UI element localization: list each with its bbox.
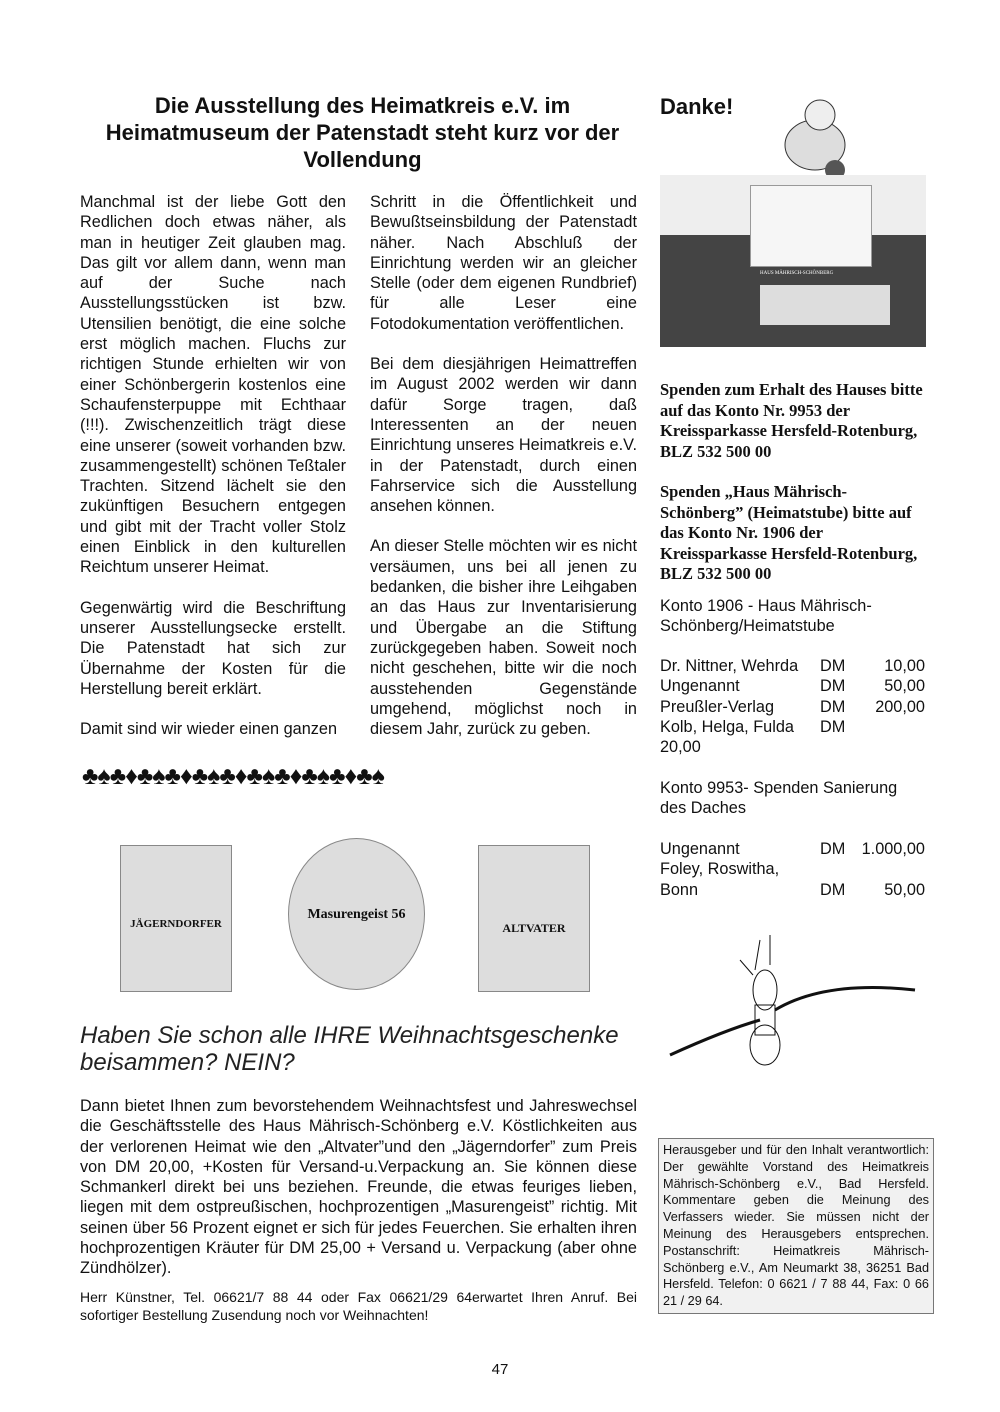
amount: 10,00 <box>884 657 925 675</box>
ad-title: Haben Sie schon alle IHRE Weihnachtsgeschenke beisammen? NEIN? <box>80 1022 619 1076</box>
konto-9953-heading: Konto 9953- Spenden Sanierung des Daches <box>660 779 898 818</box>
currency: DM <box>820 677 846 696</box>
article-column-1 <box>80 192 346 759</box>
amount: 20,00 <box>660 738 701 757</box>
donor-name: Ungenannt <box>660 840 740 858</box>
imprint-box: Herausgeber und für den Inhalt verantwortlich: Der gewählte Vorstand des Heimatkreis Mährisch-Schönberg e.V., Bad Hersfeld. Kommentare geben die Meinung des Verfassers wieder. Sie müssen nicht der Meinung des Herausgebers entsprechen. Postanschrift: Heimatkreis Mährisch-Schönberg e.V., Am Neumarkt 38, 36251 Bad Hersfeld. Telefon: 0 6621 / 7 88 44, Fax: 0 66 21 / 29 64. <box>658 1138 934 1314</box>
paragraph: Bei dem diesjährigen Heimattreffen im August 2002 werden wir dann dafür Sorge tragen, daß Interessenten an der neuen Einrichtung unseres Heimatkreis e.V. in der Patenstadt, durch einen Fahrservice sich die Ausstellung ansehen können. <box>370 355 637 516</box>
donor-list-1 <box>660 656 925 757</box>
currency: DM <box>820 697 846 716</box>
altvater-label <box>478 845 590 992</box>
label-text: JÄGERNDORFER <box>130 918 222 930</box>
amount <box>860 717 925 737</box>
amount: 50,00 <box>884 677 925 696</box>
donation-note: Spenden zum Erhalt des Hauses bitte auf das Konto Nr. 9953 der Kreissparkasse Hersfeld-Rotenburg, BLZ 532 500 00 <box>660 380 923 461</box>
donor-name: Preußler-Verlag <box>660 697 775 716</box>
masurengeist-label <box>288 838 425 990</box>
paragraph: Gegenwärtig wird die Beschriftung unserer Ausstellungsecke erstellt. Die Patenstadt hat sich zur Übernahme der Kosten für die Herstellung bereit erklärt. <box>80 598 346 698</box>
paragraph: Damit sind wir wieder einen ganzen <box>80 720 338 739</box>
label-text: Masurengeist 56 <box>307 907 406 922</box>
currency: DM <box>820 840 846 858</box>
page-number: 47 <box>491 1361 509 1378</box>
paragraph: Manchmal ist der liebe Gott den Redlichen doch etwas näher, als man in heutiger Zeit glauben mag. Das gilt vor allem dann, wenn man auf der Suche nach Ausstellungsstücken ist bzw. Utensilien benötigt, die eine solche erst möglich machen. Fluchs zur richtigen Stunde erhielten wir von einer Schönbergerin kostenlos eine Schaufensterpuppe mit Echthaar (!!!). Zwischenzeitlich trägt diese eine unserer (soweit vorhanden bzw. zusammengestellt) schönen Teßtaler Trachten. Sitzend lächelt sie den zukünftigen Besuchern entgegen und gibt mit der Tracht voller Stolz einen Einblick in den kulturellen Reichtum unserer Heimat. <box>80 193 346 577</box>
article-column-2 <box>370 192 637 759</box>
jaegerndorfer-label <box>120 845 232 992</box>
donation-note: Spenden „Haus Mährisch-Schönberg” (Heimatstube) bitte auf das Konto Nr. 1906 der Kreissparkasse Hersfeld-Rotenburg, BLZ 532 500 00 <box>660 482 918 583</box>
currency: DM <box>820 717 846 736</box>
amount: 1.000,00 <box>861 840 925 858</box>
donor-name: Kolb, Helga, Fulda <box>660 717 794 736</box>
donor-name: Ungenannt <box>660 677 740 696</box>
house-photo <box>660 175 926 347</box>
donor-list-2 <box>660 839 925 900</box>
article-title: Die Ausstellung des Heimatkreis e.V. im Heimatmuseum der Patenstadt steht kurz vor der Vollendung <box>105 93 620 172</box>
donor-name: Foley, Roswitha, <box>660 860 780 879</box>
amount: 200,00 <box>875 697 925 716</box>
thanks-heading: Danke! <box>660 94 734 119</box>
paragraph: Schritt in die Öffentlichkeit und Bewußtseinsbildung der Patenstadt näher. Nach Abschluß der Einrichtung werden wir an gleicher Stelle (oder dem eigenen Rundbrief) für alle Leser eine Fotodokumentation veröffentlichen. <box>370 193 637 333</box>
konto-1906-heading: Konto 1906 - Haus Mährisch-Schönberg/Heimatstube <box>660 597 872 636</box>
donor-name: Bonn <box>660 880 699 899</box>
christmas-candle-illustration <box>665 930 925 1070</box>
ad-body: Dann bietet Ihnen zum bevorstehendem Weihnachtsfest und Jahreswechsel die Geschäftsstelle des Haus Mährisch-Schönberg e.V. Köstlichkeiten aus der verlorenen Heimat wie den „Altvater”und den „Jägerndorfer” zum Preis von DM 20,00, +Kosten für Versand-u.Verpackung an. Sie können diese Schmankerl direkt bei uns beziehen. Freunde, die etwas feuriges lieben, liegen mit dem ostpreußischen, hochprozentigen „Masurengeist” richtig. Mit seinen über 56 Prozent eignet er sich für jedes Feuerchen. Sie erhalten ihren hochprozentigen Kräuter für DM 25,00 + Versand u. Verpackung (aber ohne Zündhölzer). <box>80 1097 637 1278</box>
ornament-border: ♣♠♣♦♣♠♣♦♣♠♣♦♣♠♣♦♣♠♣♦♣♠ <box>82 762 384 790</box>
amount: 50,00 <box>884 880 925 899</box>
ad-contact: Herr Künstner, Tel. 06621/7 88 44 oder Fax 06621/29 64erwartet Ihren Anruf. Bei sofortiger Bestellung Zusendung noch vor Weihnachten! <box>80 1289 637 1323</box>
label-text: ALTVATER <box>502 921 566 935</box>
donor-name: Dr. Nittner, Wehrda <box>660 657 799 675</box>
currency: DM <box>820 880 846 899</box>
donation-notes <box>660 380 926 605</box>
paragraph: An dieser Stelle möchten wir es nicht versäumen, uns bei all jenen zu bedanken, die bisher ihre Leihgaben an das Haus zur Inventarisierung und Übergabe an die Stiftung zurückgegeben haben. Soweit noch nicht geschehen, bitte wir die noch ausstehenden Gegenstände umgehend, möglichst noch in diesem Jahr, zurück zu geben. <box>370 537 637 739</box>
currency: DM <box>820 657 846 675</box>
house-sign: HAUS MÄHRISCH-SCHÖNBERG <box>760 271 834 276</box>
